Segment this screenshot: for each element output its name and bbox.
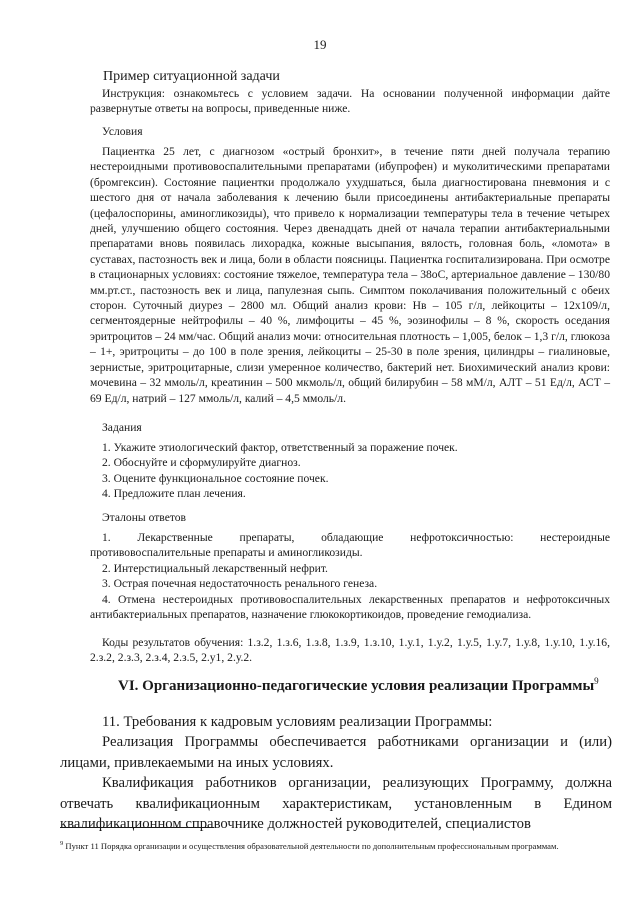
footnote-ref: 9 xyxy=(594,676,599,686)
section-title xyxy=(118,676,599,695)
instruction-text: Инструкция: ознакомьтесь с условием задачи. На основании полученной информации дайте развернутые ответы на вопросы, приведенные ниже. xyxy=(90,87,610,116)
answer-item: 2. Интерстициальный лекарственный нефрит. xyxy=(102,561,328,575)
answer-item: 1. Лекарственные препараты, обладающие нефротоксичностью: нестероидные противовоспалительные препараты и аминогликозиды. xyxy=(90,531,610,560)
answers-heading: Эталоны ответов xyxy=(102,511,187,524)
requirements-paragraph-1: Реализация Программы обеспечивается работниками организации и (или) лицами, привлекаемыми на иных условиях. xyxy=(60,734,612,771)
requirements-heading: 11. Требования к кадровым условиям реализации Программы: xyxy=(102,714,493,730)
page-number: 19 xyxy=(313,37,327,52)
requirements-paragraph-2: Квалификация работников организации, реализующих Программу, должна отвечать квалификационным характеристикам, установленным в Едином квалификационном справочнике должностей руководителей, специалистов xyxy=(60,775,612,832)
answer-item: 3. Острая почечная недостаточность ренального генеза. xyxy=(102,577,378,591)
conditions-heading: Условия xyxy=(102,125,143,138)
tasks-heading: Задания xyxy=(102,421,142,434)
task-item: 4. Предложите план лечения. xyxy=(102,487,246,501)
task-item: 1. Укажите этиологический фактор, ответственный за поражение почек. xyxy=(102,441,458,454)
task-item: 2. Обоснуйте и сформулируйте диагноз. xyxy=(102,456,301,470)
conditions-text: Пациентка 25 лет, с диагнозом «острый бронхит», в течение пяти дней получала терапию нестероидными противовоспалительными препаратами (ибупрофен) и муколитическими препаратами (бромгексин). Состояние пациентки продолжало ухудшаться, была диагностирована пневмония и с шестого дня от начала заболевания к лечению были присоединены антибактериальные препараты (цефалоспорины, аминогликозиды), что привело к нормализации температуры тела в течение четырех дней, улучшению общего состояния. Через двенадцать дней от начала терапии антибактериальными препаратами вновь появилась лихорадка, кожные высыпания, вялость, головная боль, «ломота» в суставах, пастозность век и лица, боли в области поясницы. Пациентка госпитализирована. При осмотре в стационарных условиях: состояние тяжелое, температура тела – 38оС, артериальное давление – 130/80 мм.рт.ст., пастозность век и лица, папулезная сыпь. Симптом поколачивания положительный с обеих сторон. Суточный диурез – 2800 мл. Общий анализ крови: Нв – 105 г/л, лейкоциты – 12х109/л, сегментоядерные нейтрофилы – 40 %, лимфоциты – 45 %, эозинофилы – 8 %, скорость оседания эритроцитов – 24 мм/час. Общий анализ мочи: относительная плотность – 1,005, белок – 1,3 г/л, глюкоза – 1+, эритроциты – до 100 в поле зрения, лейкоциты – 25-30 в поле зрения, цилиндры – гиалиновые, зернистые, эритроцитарные, слизи умеренное количество, бактерий нет. Биохимический анализ крови: мочевина – 32 ммоль/л, креатинин – 500 мкмоль/л, общий билирубин – 58 мМ/л, АЛТ – 51 Ед/л, АСТ – 69 Ед/л, натрий – 127 ммоль/л, калий – 4,5 ммоль/л. xyxy=(90,145,610,405)
example-title: Пример ситуационной задачи xyxy=(103,69,280,84)
footnote-divider xyxy=(60,827,214,828)
learning-codes: Коды результатов обучения: 1.з.2, 1.з.6, 1.з.8, 1.з.9, 1.з.10, 1.у.1, 1.у.2, 1.у.5, 1.у.7, 1.у.8, 1.у.10, 1.у.16, 2.з.2, 2.з.3, 2.з.4, 2.з.5, 2.у1, 2.у.2. xyxy=(90,636,610,665)
task-item: 3. Оцените функциональное состояние почек. xyxy=(102,471,329,485)
footnote-mark: 9 xyxy=(60,840,64,847)
footnote xyxy=(60,838,616,852)
tasks-list xyxy=(90,440,610,502)
answers-list xyxy=(90,530,610,622)
section-title-text: VI. Организационно-педагогические условия реализации Программы xyxy=(118,678,595,694)
footnote-text: Пункт 11 Порядка организации и осуществления образовательной деятельности по дополнительным профессиональным программам. xyxy=(63,840,559,851)
answer-item: 4. Отмена нестероидных противовоспалительных лекарственных препаратов и нефротоксичных антибактериальных препаратов, назначение глюкокортикоидов, проведение гемодиализа. xyxy=(90,592,610,622)
